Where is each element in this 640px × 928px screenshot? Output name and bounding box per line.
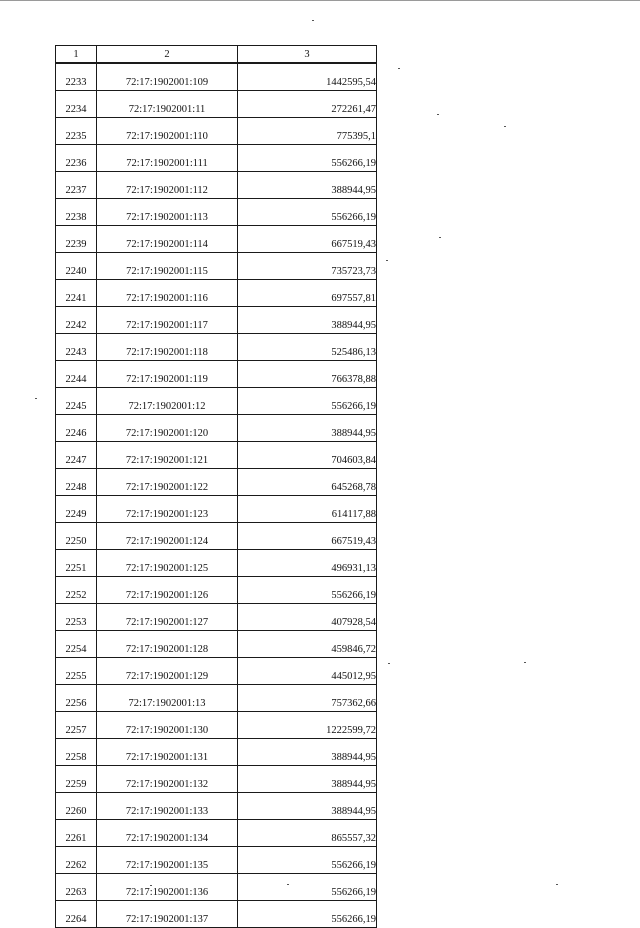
row-number-cell: 2237: [56, 172, 97, 199]
cadastral-number-cell: 72:17:1902001:116: [97, 280, 238, 307]
row-number-cell: 2243: [56, 334, 97, 361]
table-row: [56, 631, 377, 658]
row-number-cell: 2248: [56, 469, 97, 496]
cadastral-number-cell: 72:17:1902001:110: [97, 118, 238, 145]
value-cell: 556266,19: [238, 145, 377, 172]
cadastral-number-cell: 72:17:1902001:133: [97, 793, 238, 820]
value-cell: 445012,95: [238, 658, 377, 685]
cadastral-number-cell: 72:17:1902001:134: [97, 820, 238, 847]
row-number-cell: 2257: [56, 712, 97, 739]
cadastral-number-cell: 72:17:1902001:136: [97, 874, 238, 901]
table-row: [56, 145, 377, 172]
cadastral-number-cell: 72:17:1902001:123: [97, 496, 238, 523]
row-number-cell: 2247: [56, 442, 97, 469]
cadastral-number-cell: 72:17:1902001:115: [97, 253, 238, 280]
scan-speck: [439, 237, 441, 238]
cadastral-number-cell: 72:17:1902001:119: [97, 361, 238, 388]
value-cell: 272261,47: [238, 91, 377, 118]
scan-speck: [556, 884, 558, 885]
table-row: [56, 199, 377, 226]
cadastral-number-cell: 72:17:1902001:117: [97, 307, 238, 334]
scan-speck: [150, 885, 152, 886]
row-number-cell: 2239: [56, 226, 97, 253]
scan-speck: [524, 662, 526, 663]
table-row: [56, 172, 377, 199]
table-row: [56, 577, 377, 604]
cadastral-number-cell: 72:17:1902001:114: [97, 226, 238, 253]
value-cell: 556266,19: [238, 874, 377, 901]
table-row: [56, 523, 377, 550]
value-cell: 667519,43: [238, 523, 377, 550]
cadastral-number-cell: 72:17:1902001:109: [97, 63, 238, 91]
cadastral-number-cell: 72:17:1902001:12: [97, 388, 238, 415]
table-row: [56, 793, 377, 820]
value-cell: 1442595,54: [238, 63, 377, 91]
table-row: [56, 685, 377, 712]
table-row: [56, 766, 377, 793]
table-body: [56, 63, 377, 928]
value-cell: 556266,19: [238, 901, 377, 928]
value-cell: 388944,95: [238, 415, 377, 442]
value-cell: 667519,43: [238, 226, 377, 253]
cadastral-number-cell: 72:17:1902001:11: [97, 91, 238, 118]
row-number-cell: 2236: [56, 145, 97, 172]
header-col-3: 3: [238, 46, 377, 64]
value-cell: 556266,19: [238, 388, 377, 415]
table-row: [56, 226, 377, 253]
cadastral-number-cell: 72:17:1902001:121: [97, 442, 238, 469]
table-row: [56, 253, 377, 280]
cadastral-number-cell: 72:17:1902001:131: [97, 739, 238, 766]
value-cell: 757362,66: [238, 685, 377, 712]
row-number-cell: 2258: [56, 739, 97, 766]
cadastral-number-cell: 72:17:1902001:128: [97, 631, 238, 658]
cadastral-number-cell: 72:17:1902001:125: [97, 550, 238, 577]
table-row: [56, 496, 377, 523]
cadastral-number-cell: 72:17:1902001:127: [97, 604, 238, 631]
table-row: [56, 280, 377, 307]
table-row: [56, 604, 377, 631]
value-cell: 388944,95: [238, 793, 377, 820]
table-row: [56, 469, 377, 496]
cadastral-number-cell: 72:17:1902001:126: [97, 577, 238, 604]
value-cell: 388944,95: [238, 766, 377, 793]
cadastral-number-cell: 72:17:1902001:112: [97, 172, 238, 199]
cadastral-value-table: [55, 45, 377, 928]
row-number-cell: 2238: [56, 199, 97, 226]
table-row: [56, 334, 377, 361]
scan-speck: [504, 126, 506, 127]
cadastral-number-cell: 72:17:1902001:124: [97, 523, 238, 550]
table-row: [56, 415, 377, 442]
table-row: [56, 361, 377, 388]
row-number-cell: 2233: [56, 63, 97, 91]
value-cell: 735723,73: [238, 253, 377, 280]
table-row: [56, 847, 377, 874]
header-col-2: 2: [97, 46, 238, 64]
row-number-cell: 2263: [56, 874, 97, 901]
table-row: [56, 118, 377, 145]
row-number-cell: 2264: [56, 901, 97, 928]
row-number-cell: 2256: [56, 685, 97, 712]
value-cell: 407928,54: [238, 604, 377, 631]
cadastral-number-cell: 72:17:1902001:129: [97, 658, 238, 685]
table-row: [56, 388, 377, 415]
value-cell: 1222599,72: [238, 712, 377, 739]
cadastral-number-cell: 72:17:1902001:118: [97, 334, 238, 361]
table-row: [56, 820, 377, 847]
value-cell: 865557,32: [238, 820, 377, 847]
value-cell: 556266,19: [238, 199, 377, 226]
table-row: [56, 63, 377, 91]
value-cell: 388944,95: [238, 739, 377, 766]
cadastral-number-cell: 72:17:1902001:120: [97, 415, 238, 442]
scan-speck: [398, 68, 400, 69]
scan-speck: [35, 398, 37, 399]
header-row: [56, 46, 377, 64]
value-cell: 556266,19: [238, 847, 377, 874]
row-number-cell: 2253: [56, 604, 97, 631]
cadastral-number-cell: 72:17:1902001:132: [97, 766, 238, 793]
cadastral-number-cell: 72:17:1902001:130: [97, 712, 238, 739]
scan-speck: [287, 884, 289, 885]
table-row: [56, 712, 377, 739]
cadastral-number-cell: 72:17:1902001:137: [97, 901, 238, 928]
cadastral-number-cell: 72:17:1902001:111: [97, 145, 238, 172]
table-row: [56, 307, 377, 334]
value-cell: 775395,1: [238, 118, 377, 145]
value-cell: 556266,19: [238, 577, 377, 604]
table-row: [56, 874, 377, 901]
row-number-cell: 2254: [56, 631, 97, 658]
row-number-cell: 2242: [56, 307, 97, 334]
cadastral-number-cell: 72:17:1902001:135: [97, 847, 238, 874]
cadastral-number-cell: 72:17:1902001:113: [97, 199, 238, 226]
value-cell: 697557,81: [238, 280, 377, 307]
table-row: [56, 550, 377, 577]
row-number-cell: 2234: [56, 91, 97, 118]
value-cell: 645268,78: [238, 469, 377, 496]
table-row: [56, 91, 377, 118]
row-number-cell: 2251: [56, 550, 97, 577]
value-cell: 766378,88: [238, 361, 377, 388]
value-cell: 704603,84: [238, 442, 377, 469]
value-cell: 525486,13: [238, 334, 377, 361]
row-number-cell: 2244: [56, 361, 97, 388]
table-row: [56, 442, 377, 469]
cadastral-number-cell: 72:17:1902001:122: [97, 469, 238, 496]
scan-speck: [312, 20, 314, 21]
scan-edge-line: [0, 0, 640, 1]
cadastral-number-cell: 72:17:1902001:13: [97, 685, 238, 712]
row-number-cell: 2259: [56, 766, 97, 793]
row-number-cell: 2245: [56, 388, 97, 415]
value-cell: 388944,95: [238, 307, 377, 334]
table-row: [56, 658, 377, 685]
value-cell: 496931,13: [238, 550, 377, 577]
header-col-1: 1: [56, 46, 97, 64]
scan-speck: [386, 260, 388, 261]
row-number-cell: 2246: [56, 415, 97, 442]
row-number-cell: 2240: [56, 253, 97, 280]
row-number-cell: 2249: [56, 496, 97, 523]
row-number-cell: 2255: [56, 658, 97, 685]
row-number-cell: 2241: [56, 280, 97, 307]
scan-speck: [388, 663, 390, 664]
value-cell: 614117,88: [238, 496, 377, 523]
value-cell: 388944,95: [238, 172, 377, 199]
table-row: [56, 739, 377, 766]
row-number-cell: 2252: [56, 577, 97, 604]
row-number-cell: 2261: [56, 820, 97, 847]
scan-speck: [437, 114, 439, 115]
row-number-cell: 2260: [56, 793, 97, 820]
row-number-cell: 2262: [56, 847, 97, 874]
value-cell: 459846,72: [238, 631, 377, 658]
row-number-cell: 2235: [56, 118, 97, 145]
row-number-cell: 2250: [56, 523, 97, 550]
